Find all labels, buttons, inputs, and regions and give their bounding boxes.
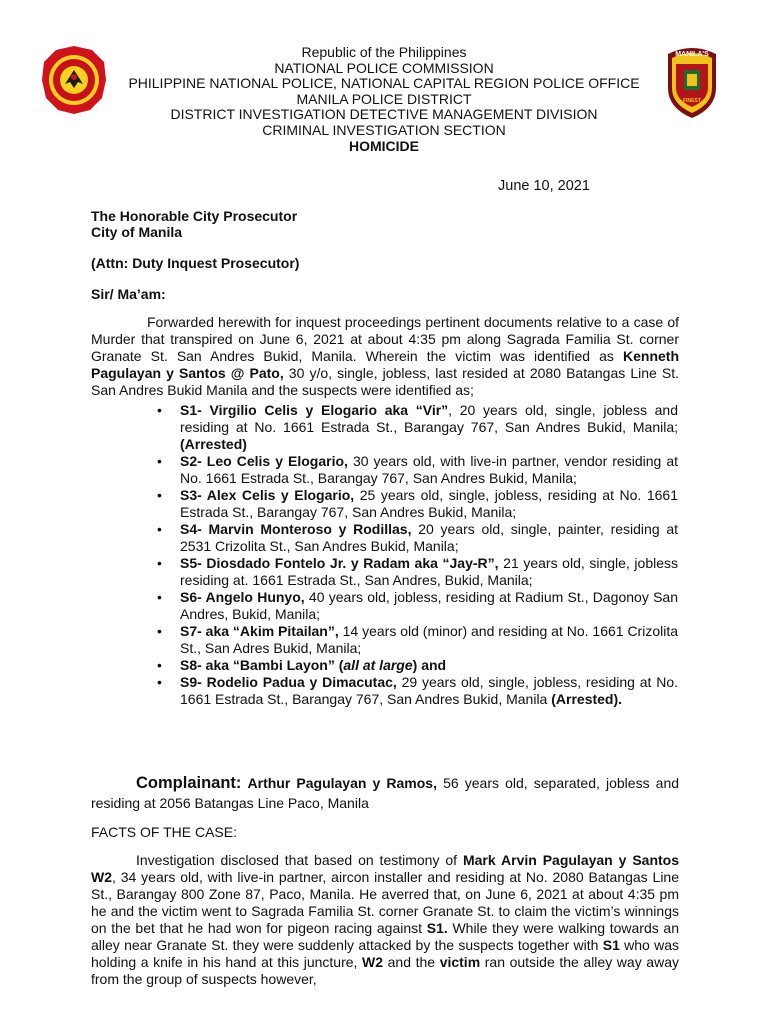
witness-ref: W2 bbox=[362, 954, 384, 970]
header-line: Republic of the Philippines bbox=[301, 44, 467, 60]
facts-paragraph bbox=[91, 852, 679, 988]
suspect-name: S9- Rodelio Padua y Dimacutac, bbox=[180, 674, 397, 690]
complainant-details: 56 years old, separated, jobless and residing at 2056 Batangas Line Paco, Manila bbox=[91, 775, 680, 811]
suspect-name: S4- Marvin Monteroso y Rodillas, bbox=[180, 521, 412, 537]
suspect-item bbox=[157, 402, 678, 453]
header-line: DISTRICT INVESTIGATION DETECTIVE MANAGEMENT DIVISION bbox=[170, 106, 598, 123]
bullet-icon: • bbox=[157, 623, 162, 639]
bullet-icon: • bbox=[157, 402, 162, 418]
bullet-icon: • bbox=[157, 521, 162, 537]
facts-heading: FACTS OF THE CASE: bbox=[91, 824, 237, 840]
suspect-status: (Arrested) bbox=[180, 436, 247, 452]
bullet-icon: • bbox=[157, 453, 162, 469]
suspect-details: 25 years old, single, jobless, residing at No. 1661 Estrada St., Barangay 767, San Andres Bukid, Manila; bbox=[180, 487, 678, 520]
suspect-name: S2- Leo Celis y Elogario, bbox=[180, 453, 348, 469]
header-line: NATIONAL POLICE COMMISSION bbox=[274, 59, 494, 76]
complainant-label: Complainant: bbox=[136, 774, 242, 792]
suspect-item bbox=[157, 555, 678, 589]
badge-top-text: MANILA'S bbox=[675, 51, 709, 58]
header-line: PHILIPPINE NATIONAL POLICE, NATIONAL CAPITAL REGION POLICE OFFICE bbox=[128, 75, 640, 92]
suspect-item bbox=[157, 674, 678, 708]
suspect-list bbox=[157, 402, 679, 708]
bullet-icon: • bbox=[157, 589, 162, 605]
badge-bottom-text: FINEST bbox=[683, 98, 701, 104]
suspect-ref: S1. bbox=[426, 920, 448, 936]
complainant-name: Arthur Pagulayan y Ramos, bbox=[247, 775, 437, 791]
suspect-item bbox=[157, 521, 679, 555]
letter-date: June 10, 2021 bbox=[498, 178, 590, 194]
addressee bbox=[91, 208, 297, 240]
victim-name: Kenneth Pagulayan y Santos @ Pato, bbox=[91, 348, 679, 381]
suspect-name: S7- aka “Akim Pitailan”, bbox=[180, 623, 339, 639]
suspect-name: S1- Virgilio Celis y Elogario aka “Vir” bbox=[180, 402, 449, 418]
suspect-ref: S1 bbox=[602, 937, 620, 953]
suspect-name: S6- Angelo Hunyo, bbox=[180, 589, 305, 605]
facts-text: who was holding a knife in his hand at this juncture, bbox=[91, 937, 680, 970]
suspect-name: S8- aka “Bambi Layon” bbox=[180, 657, 335, 673]
suspect-name: S3- Alex Celis y Elogario, bbox=[180, 487, 355, 503]
suspect-name: S5- Diosdado Fontelo Jr. y Radam aka “Jay-R”, bbox=[180, 555, 499, 571]
header-line: MANILA POLICE DISTRICT bbox=[296, 90, 472, 107]
addressee-line: The Honorable City Prosecutor bbox=[91, 208, 298, 224]
suspect-details: 20 years old, single, painter, residing at 2531 Crizolita St., San Andres Bukid, Manila; bbox=[180, 521, 679, 554]
intro-paragraph bbox=[91, 314, 679, 399]
suspect-details: ) and bbox=[412, 657, 447, 673]
bullet-icon: • bbox=[157, 674, 162, 690]
complainant-paragraph bbox=[91, 773, 679, 813]
facts-text: Investigation disclosed that based on testimony of bbox=[136, 852, 463, 868]
suspect-details: 30 years old, with live-in partner, vendor residing at No. 1661 Estrada St., Barangay 767, San Andres Bukid, Manila; bbox=[180, 453, 678, 486]
manilas-finest-badge-logo bbox=[664, 44, 720, 120]
attention-line: (Attn: Duty Inquest Prosecutor) bbox=[91, 255, 300, 271]
suspect-details: 14 years old (minor) and residing at No. 1661 Crizolita St., San Adres Bukid, Manila; bbox=[180, 623, 679, 656]
suspect-item bbox=[157, 487, 678, 521]
pnp-seal-logo bbox=[40, 44, 108, 116]
bullet-icon: • bbox=[157, 555, 162, 571]
suspect-status: (Arrested). bbox=[551, 691, 623, 707]
suspect-item bbox=[157, 657, 678, 674]
unit-title: HOMICIDE bbox=[349, 137, 419, 154]
facts-text: ran outside the alley way away from the group of suspects however, bbox=[91, 954, 679, 987]
suspect-details: 40 years old, jobless, residing at Radium St., Dagonoy San Andres, Bukid, Manila; bbox=[180, 589, 678, 622]
facts-text: , 34 years old, with live-in partner, aircon installer and residing at No. 2080 Batangas Line St., Barangay 800 Zone 87, Paco, Manila. He averred that, on June 6, 2021 at about 4:35 pm he and the victim went to Sagrada Familia St. corner Granate St. to claim the victim’s winnings on the bet that he had won for pigeon racing against bbox=[91, 869, 679, 936]
letterhead bbox=[100, 45, 668, 154]
facts-text: and the bbox=[383, 954, 440, 970]
addressee-line: City of Manila bbox=[91, 224, 183, 240]
victim-ref: victim bbox=[439, 954, 481, 970]
suspect-details: 29 years old, single, jobless, residing at No. 1661 Estrada St., Barangay 767, San Andres Bukid, Manila bbox=[180, 674, 678, 707]
suspect-details: ( bbox=[334, 657, 344, 673]
suspect-item bbox=[157, 589, 678, 623]
intro-text: Forwarded herewith for inquest proceedings pertinent documents relative to a case of Murder that transpired on June 6, 2021 at about 4:35 pm along Sagrada Familia St. corner Granate St. San Andres Bukid, Manila. Wherein the victim was identified as bbox=[91, 314, 679, 364]
suspect-details: , 20 years old, single, jobless and residing at No. 1661 Estrada St., Barangay 767, San Andres Bukid, Manila; bbox=[180, 402, 678, 435]
suspect-item bbox=[157, 453, 678, 487]
suspect-status: all at large bbox=[343, 657, 413, 673]
facts-text: While they were walking towards an alley near Granate St. they were suddenly attacked by the suspects together with bbox=[91, 920, 679, 953]
bullet-icon: • bbox=[157, 657, 162, 673]
intro-text: 30 y/o, single, jobless, last resided at 2080 Batangas Line St. San Andres Bukid Manila and the suspects were identified as; bbox=[91, 365, 679, 398]
header-line: CRIMINAL INVESTIGATION SECTION bbox=[262, 121, 506, 138]
witness-name: Mark Arvin Pagulayan y Santos W2 bbox=[91, 852, 680, 885]
bullet-icon: • bbox=[157, 487, 162, 503]
suspect-item bbox=[157, 623, 679, 657]
salutation: Sir/ Ma’am: bbox=[91, 286, 166, 302]
suspect-details: 21 years old, single, jobless residing at. 1661 Estrada St., San Andres, Bukid, Manila; bbox=[180, 555, 678, 588]
